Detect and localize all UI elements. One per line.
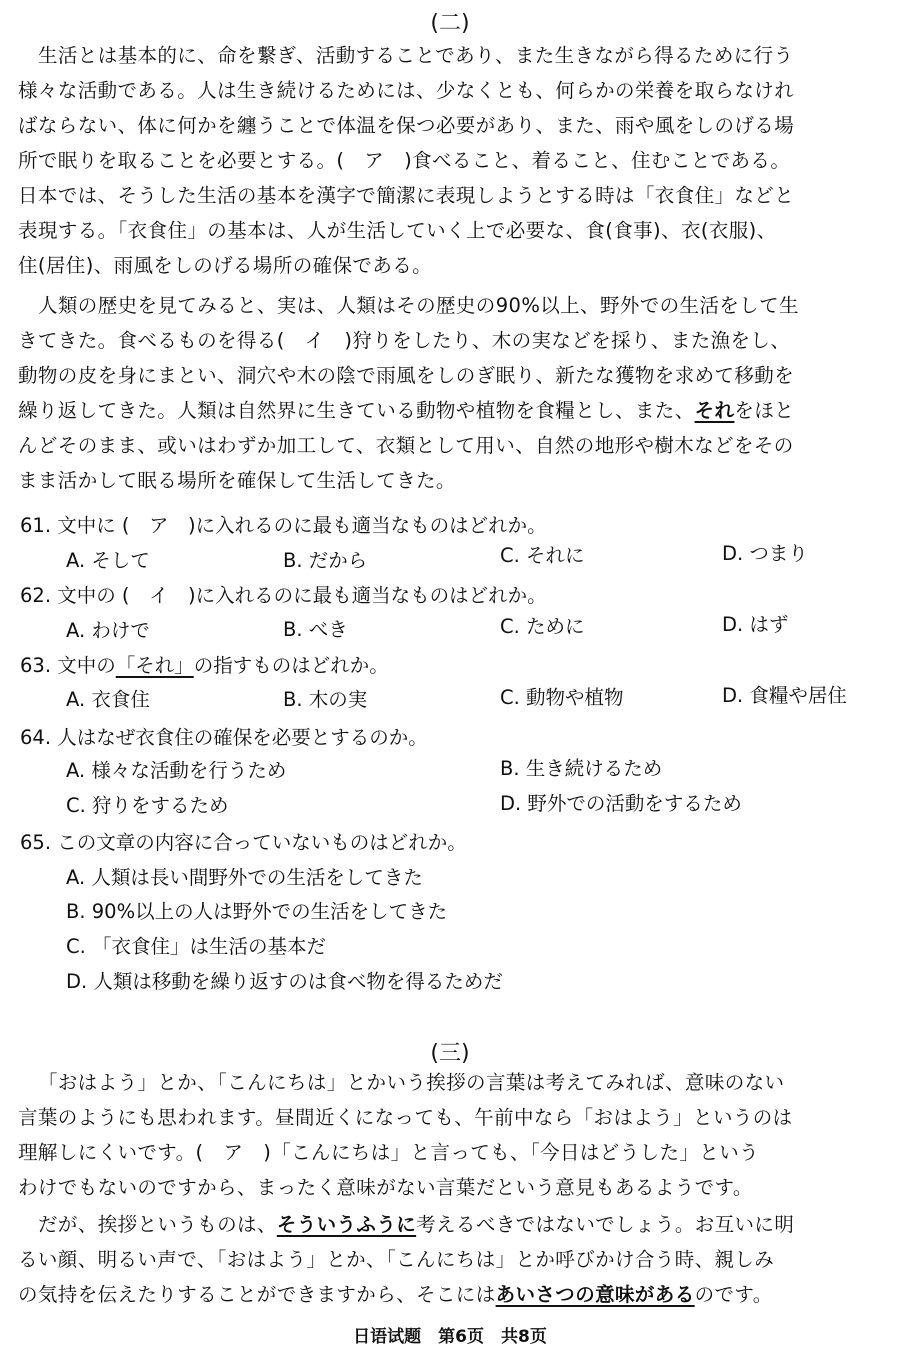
section-2-title: (二) bbox=[430, 11, 470, 36]
text-line: わけでもないのですから、まったく意味がない言葉だという意見もあるようです。 bbox=[18, 1176, 753, 1199]
q62-option-d: D. はず bbox=[722, 613, 789, 636]
q65-option-b: B. 90%以上の人は野外での生活をしてきた bbox=[66, 900, 448, 923]
q64-option-c: C. 狩りをするため bbox=[66, 794, 229, 817]
text-segment: の気持を伝えたりすることができますから、そこには bbox=[18, 1283, 496, 1306]
text-segment: の指すものはどれか。 bbox=[193, 654, 389, 677]
page-footer: 日语试题 第6页 共8页 bbox=[353, 1327, 547, 1347]
underlined-souiu-fuuni: そういうふうに bbox=[276, 1213, 417, 1236]
text-line: んどそのまま、或いはわずか加工して、衣類として用い、自然の地形や樹木などをその bbox=[18, 434, 794, 457]
text-line: 「おはよう」とか、「こんにちは」とかいう挨拶の言葉は考えてみれば、意味のない bbox=[38, 1071, 785, 1094]
text-line: 生活とは基本的に、命を繋ぎ、活動することであり、また生きながら得るために行う bbox=[38, 44, 794, 67]
q64-option-a: A. 様々な活動を行うため bbox=[66, 759, 287, 782]
section-3-paragraph-1 bbox=[18, 1065, 880, 1205]
q61-option-a: A. そして bbox=[66, 549, 150, 572]
underlined-sore: それ bbox=[694, 399, 735, 422]
section-2-paragraph-1 bbox=[18, 38, 880, 283]
q61-option-d: D. つまり bbox=[722, 542, 808, 565]
q62-option-a: A. わけで bbox=[66, 619, 150, 642]
text-line: 住(居住)、雨風をしのげる場所の確保である。 bbox=[18, 254, 433, 277]
text-line bbox=[18, 393, 880, 428]
q63-option-a: A. 衣食住 bbox=[66, 688, 150, 711]
text-line: るい顔、明るい声で、「おはよう」とか、「こんにちは」とか呼びかけ合う時、親しみ bbox=[18, 1248, 775, 1271]
section-2-paragraph-2 bbox=[18, 288, 880, 498]
section-3-paragraph-2 bbox=[18, 1207, 880, 1312]
q65-option-c: C. 「衣食住」は生活の基本だ bbox=[66, 935, 327, 958]
underlined-aisatsu-no-imi: あいさつの意味がある bbox=[495, 1283, 695, 1306]
question-63 bbox=[20, 650, 880, 678]
question-61: 61. 文中に ( ア )に入れるのに最も適当なものはどれか。 bbox=[20, 514, 547, 537]
text-line: 人類の歴史を見てみると、実は、人類はその歴史の90%以上、野外での生活をして生 bbox=[38, 294, 799, 317]
text-line: ばならない、体に何かを纏うことで体温を保つ必要があり、また、雨や風をしのげる場 bbox=[18, 114, 795, 137]
q65-option-a: A. 人類は長い間野外での生活をしてきた bbox=[66, 866, 423, 889]
text-line: 様々な活動である。人は生き続けるためには、少なくとも、何らかの栄養を取らなけれ bbox=[18, 79, 795, 102]
q63-option-d: D. 食糧や居住 bbox=[722, 684, 847, 707]
section-3-title: (三) bbox=[430, 1041, 470, 1066]
question-64: 64. 人はなぜ衣食住の確保を必要とするのか。 bbox=[20, 726, 428, 749]
q64-option-d: D. 野外での活動をするため bbox=[500, 792, 742, 815]
q62-option-c: C. ために bbox=[500, 615, 585, 638]
text-line: きてきた。食べるものを得る( イ )狩りをしたり、木の実などを採り、また漁をし、 bbox=[18, 329, 791, 352]
q63-option-c: C. 動物や植物 bbox=[500, 686, 624, 709]
text-line: まま活かして眠る場所を確保して生活してきた。 bbox=[18, 469, 456, 492]
text-segment: だが、挨拶というものは、 bbox=[38, 1213, 277, 1236]
question-62: 62. 文中の ( イ )に入れるのに最も適当なものはどれか。 bbox=[20, 584, 547, 607]
underlined-sore-quote: 「それ」 bbox=[115, 654, 194, 677]
text-line: 日本では、そうした生活の基本を漢字で簡潔に表現しようとする時は「衣食住」などと bbox=[18, 184, 795, 207]
text-segment: 63. 文中の bbox=[20, 654, 116, 677]
text-segment: をほと bbox=[734, 399, 795, 422]
q62-option-b: B. べき bbox=[283, 618, 348, 641]
q63-option-b: B. 木の実 bbox=[283, 688, 368, 711]
text-line: 表現する。「衣食住」の基本は、人が生活していく上で必要な、食(食事)、衣(衣服)、 bbox=[18, 219, 777, 242]
text-line bbox=[18, 1277, 880, 1312]
q65-option-d: D. 人類は移動を繰り返すのは食べ物を得るためだ bbox=[66, 970, 503, 993]
q61-option-c: C. それに bbox=[500, 544, 585, 567]
text-line bbox=[18, 1207, 880, 1242]
text-segment: のです。 bbox=[694, 1283, 773, 1306]
text-segment: 繰り返してきた。人類は自然界に生きている動物や植物を食糧とし、また、 bbox=[18, 399, 695, 422]
q61-option-b: B. だから bbox=[283, 549, 368, 572]
q64-option-b: B. 生き続けるため bbox=[500, 757, 663, 780]
text-segment: 考えるべきではないでしょう。お互いに明 bbox=[416, 1213, 795, 1236]
text-line: 所で眠りを取ることを必要とする。( ア )食べること、着ること、住むことである。 bbox=[18, 149, 791, 172]
question-65: 65. この文章の内容に合っていないものはどれか。 bbox=[20, 831, 467, 854]
text-line: 動物の皮を身にまとい、洞穴や木の陰で雨風をしのぎ眠り、新たな獲物を求めて移動を bbox=[18, 364, 795, 387]
text-line: 理解しにくいです。( ア )「こんにちは」と言っても、「今日はどうした」という bbox=[18, 1141, 760, 1164]
text-line: 言葉のようにも思われます。昼間近くになっても、午前中なら「おはよう」というのは bbox=[18, 1106, 793, 1129]
